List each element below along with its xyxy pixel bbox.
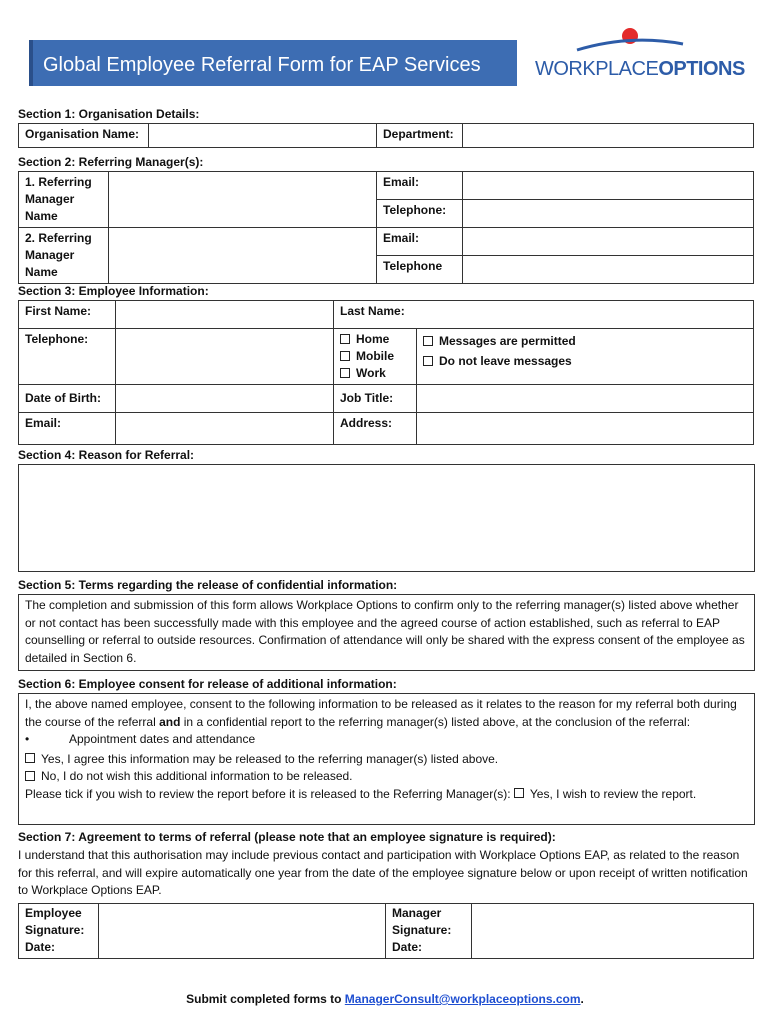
no-messages-option[interactable]: Do not leave messages xyxy=(423,353,747,370)
consent-no-option[interactable]: No, I do not wish this additional information to be released. xyxy=(25,768,748,786)
department-field[interactable] xyxy=(463,124,754,148)
telephone-label: Telephone: xyxy=(19,329,116,385)
checkbox-icon xyxy=(340,351,350,361)
manager2-email-label: Email: xyxy=(377,228,463,256)
phone-work-option[interactable]: Work xyxy=(340,365,410,382)
manager1-email-field[interactable] xyxy=(463,172,754,200)
manager1-name-field[interactable] xyxy=(109,172,377,228)
manager-signature-label: Manager Signature: Date: xyxy=(386,904,472,959)
reason-field[interactable] xyxy=(18,464,755,572)
checkbox-icon xyxy=(423,356,433,366)
dob-field[interactable] xyxy=(116,385,334,413)
address-field[interactable] xyxy=(417,413,754,445)
address-label: Address: xyxy=(334,413,417,445)
manager1-telephone-label: Telephone: xyxy=(377,200,463,228)
submit-email-link[interactable]: ManagerConsult@workplaceoptions.com xyxy=(344,992,581,1006)
first-name-label: First Name: xyxy=(19,301,116,329)
section6-consent-text: I, the above named employee, consent to the following information to be released as it relates to the reason for my referral both during the course of the referral and in a confidential report to the referring manager(s) listed above, at the conclusion of the referral: xyxy=(25,697,737,729)
job-title-label: Job Title: xyxy=(334,385,417,413)
managers-table xyxy=(18,171,754,284)
section5-heading: Section 5: Terms regarding the release of confidential information: xyxy=(18,578,398,592)
manager2-telephone-field[interactable] xyxy=(463,256,754,284)
manager1-telephone-field[interactable] xyxy=(463,200,754,228)
checkbox-icon xyxy=(25,771,35,781)
manager-signature-field[interactable] xyxy=(472,904,754,959)
org-name-field[interactable] xyxy=(149,124,377,148)
email-field[interactable] xyxy=(116,413,334,445)
manager2-email-field[interactable] xyxy=(463,228,754,256)
logo-swoosh-icon xyxy=(575,36,685,56)
manager2-telephone-label: Telephone xyxy=(377,256,463,284)
org-name-label: Organisation Name: xyxy=(19,124,149,148)
messages-permitted-option[interactable]: Messages are permitted xyxy=(423,333,747,350)
review-row: Please tick if you wish to review the report before it is released to the Referring Manager(s): Yes, I wish to review the report. xyxy=(25,786,697,801)
form-title: Global Employee Referral Form for EAP Services xyxy=(43,54,481,76)
department-label: Department: xyxy=(377,124,463,148)
signature-table xyxy=(18,903,754,959)
checkbox-icon xyxy=(340,334,350,344)
checkbox-icon xyxy=(25,753,35,763)
phone-mobile-option[interactable]: Mobile xyxy=(340,348,410,365)
company-logo: WORKPLACEOPTIONS xyxy=(535,58,745,80)
section6-box xyxy=(18,693,755,825)
section3-heading: Section 3: Employee Information: xyxy=(18,284,209,298)
section7-text: I understand that this authorisation may include previous contact and participation with Workplace Options EAP, as related to the reason for this referral, and will expire automatically one year from the date of the employee signature below or upon receipt of written notification to Workplace Options EAP. xyxy=(18,848,748,897)
section2-heading: Section 2: Referring Manager(s): xyxy=(18,155,204,169)
email-label: Email: xyxy=(19,413,116,445)
message-options xyxy=(417,329,754,385)
section7-heading: Section 7: Agreement to terms of referral (please note that an employee signature is required): xyxy=(18,830,556,844)
checkbox-icon xyxy=(423,336,433,346)
manager2-label: 2. Referring Manager Name xyxy=(19,228,109,284)
last-name-label: Last Name: xyxy=(334,301,754,329)
title-banner xyxy=(29,40,517,86)
section6-heading: Section 6: Employee consent for release of additional information: xyxy=(18,677,397,691)
section5-text: The completion and submission of this form allows Workplace Options to confirm only to the referring manager(s) listed above whether or not contact has been successfully made with this employee and the agreed course of action established, such as referral to EAP counselling or referral to outside resources. Confirmation of attendance will only be shared with the express consent of the employee as detailed in Section 6. xyxy=(18,594,755,671)
first-name-field[interactable] xyxy=(116,301,334,329)
manager1-email-label: Email: xyxy=(377,172,463,200)
consent-yes-option[interactable]: Yes, I agree this information may be released to the referring manager(s) listed above. xyxy=(25,751,748,769)
footer: Submit completed forms to ManagerConsult@workplaceoptions.com. xyxy=(186,992,584,1006)
bullet-item: • Appointment dates and attendance xyxy=(25,732,256,746)
manager2-name-field[interactable] xyxy=(109,228,377,284)
dob-label: Date of Birth: xyxy=(19,385,116,413)
checkbox-icon xyxy=(514,788,524,798)
manager1-label: 1. Referring Manager Name xyxy=(19,172,109,228)
organisation-table xyxy=(18,123,754,148)
section4-heading: Section 4: Reason for Referral: xyxy=(18,448,195,462)
telephone-field[interactable] xyxy=(116,329,334,385)
employee-signature-label: Employee Signature: Date: xyxy=(19,904,99,959)
phone-home-option[interactable]: Home xyxy=(340,331,410,348)
section1-heading: Section 1: Organisation Details: xyxy=(18,107,200,121)
phone-type-options xyxy=(334,329,417,385)
employee-signature-field[interactable] xyxy=(99,904,386,959)
checkbox-icon xyxy=(340,368,350,378)
employee-table xyxy=(18,300,754,445)
review-option[interactable]: Yes, I wish to review the report. xyxy=(514,787,696,801)
job-title-field[interactable] xyxy=(417,385,754,413)
